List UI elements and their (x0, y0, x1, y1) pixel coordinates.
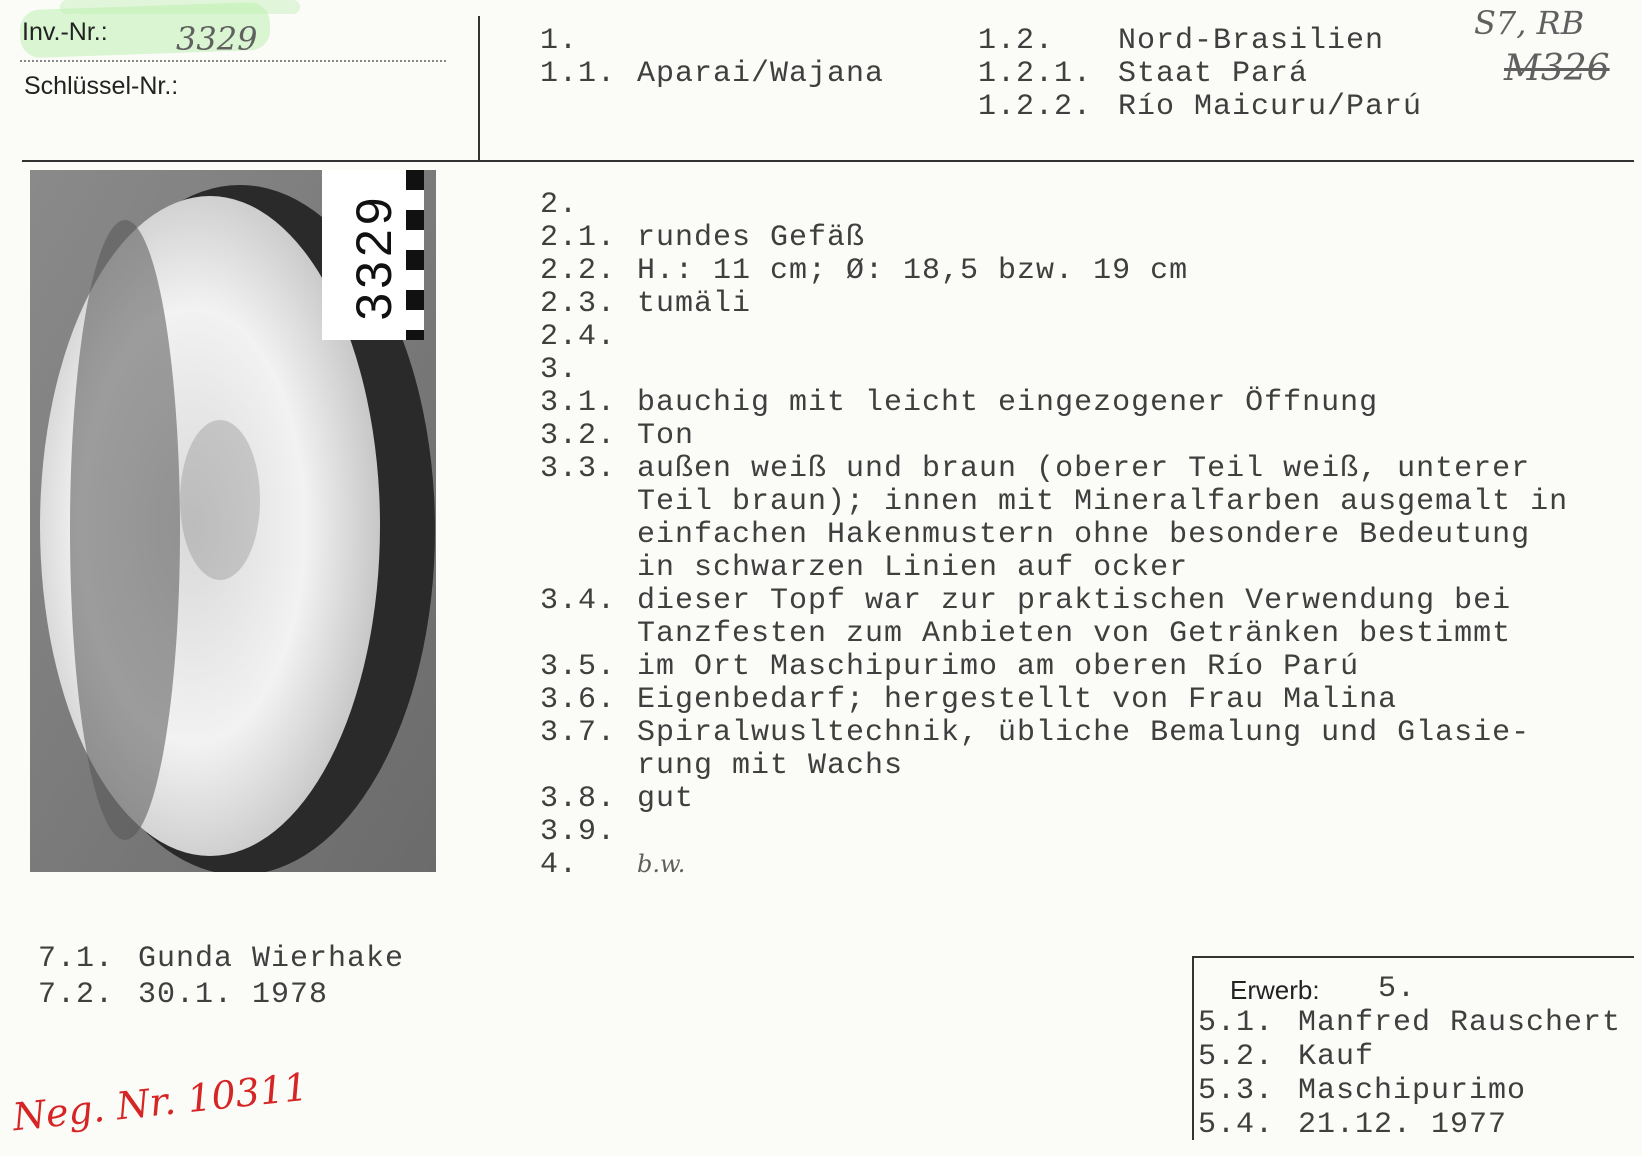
desc-num: 3.5. (540, 650, 617, 684)
corner-note: S7, RB (1474, 4, 1585, 42)
acq-text: Manfred Rauschert (1298, 1006, 1622, 1040)
desc-num: 3.6. (540, 683, 617, 717)
desc-text: bauchig mit leicht eingezogener Öffnung (637, 386, 1379, 420)
acq-num: 5.4. (1198, 1108, 1275, 1142)
desc-text: H.: 11 cm; Ø: 18,5 bzw. 19 cm (637, 254, 1189, 288)
desc-num: 3.1. (540, 386, 617, 420)
desc-text: gut (637, 782, 695, 816)
desc-num: 2.3. (540, 287, 617, 321)
acq-num: 5.3. (1198, 1074, 1275, 1108)
desc-num: 4. (540, 848, 579, 882)
desc-text: im Ort Maschipurimo am oberen Río Parú (637, 650, 1360, 684)
desc-handwritten-note: b.w. (637, 850, 686, 878)
desc-num: 2. (540, 188, 579, 222)
acq-num: 5.2. (1198, 1040, 1275, 1074)
negative-number: Neg. Nr. 10311 (10, 1064, 311, 1140)
loc-text: Río Maicuru/Parú (1118, 90, 1423, 124)
inv-label: Inv.-Nr.: (22, 18, 108, 46)
desc-text: Teil braun); innen mit Mineralfarben ausgemalt in (637, 485, 1569, 519)
author-num: 7.1. (38, 942, 115, 976)
inv-dotted-line (20, 60, 446, 62)
acq-text: Maschipurimo (1298, 1074, 1527, 1108)
loc-num: 1. (540, 24, 579, 58)
desc-text: rung mit Wachs (637, 749, 904, 783)
desc-text: in schwarzen Linien auf ocker (637, 551, 1189, 585)
desc-num: 2.2. (540, 254, 617, 288)
desc-num: 2.4. (540, 320, 617, 354)
desc-num: 3.9. (540, 815, 617, 849)
desc-num: 3.4. (540, 584, 617, 618)
scale-number: 3329 (346, 193, 402, 321)
loc-num: 1.2. (978, 24, 1055, 58)
acquisition-num: 5. (1378, 972, 1417, 1006)
author-text: Gunda Wierhake (138, 942, 405, 976)
acquisition-left-rule (1192, 956, 1194, 1140)
desc-num: 2.1. (540, 221, 617, 255)
loc-text: Nord-Brasilien (1118, 24, 1385, 58)
key-label: Schlüssel-Nr.: (24, 72, 179, 100)
desc-text: Ton (637, 419, 695, 453)
desc-text: einfachen Hakenmustern ohne besondere Bedeutung (637, 518, 1531, 552)
photo-scale-label (322, 170, 424, 340)
acq-text: Kauf (1298, 1040, 1375, 1074)
desc-num: 3.3. (540, 452, 617, 486)
inv-value: 3329 (176, 20, 258, 58)
acq-text: 21.12. 1977 (1298, 1108, 1508, 1142)
corner-note-struck: M326 (1504, 48, 1610, 89)
acquisition-top-rule (1192, 956, 1634, 958)
desc-num: 3.8. (540, 782, 617, 816)
loc-text: Aparai/Wajana (637, 57, 885, 91)
desc-num: 3.7. (540, 716, 617, 750)
author-num: 7.2. (38, 978, 115, 1012)
desc-num: 3. (540, 353, 579, 387)
loc-text: Staat Pará (1118, 57, 1309, 91)
desc-text: außen weiß und braun (oberer Teil weiß, unterer (637, 452, 1531, 486)
author-text: 30.1. 1978 (138, 978, 329, 1012)
desc-text: Eigenbedarf; hergestellt von Frau Malina (637, 683, 1398, 717)
desc-text: dieser Topf war zur praktischen Verwendung bei (637, 584, 1512, 618)
desc-text: Tanzfesten zum Anbieten von Getränken bestimmt (637, 617, 1512, 651)
loc-num: 1.2.2. (978, 90, 1093, 124)
desc-text: tumäli (637, 287, 752, 321)
header-divider (478, 16, 480, 160)
desc-text: Spiralwusltechnik, übliche Bemalung und Glasie- (637, 716, 1531, 750)
scale-bar (406, 170, 424, 340)
loc-num: 1.1. (540, 57, 617, 91)
acq-num: 5.1. (1198, 1006, 1275, 1040)
desc-text: rundes Gefäß (637, 221, 866, 255)
acquisition-label: Erwerb: (1230, 975, 1320, 1005)
desc-num: 3.2. (540, 419, 617, 453)
loc-num: 1.2.1. (978, 57, 1093, 91)
header-rule (22, 160, 1634, 162)
